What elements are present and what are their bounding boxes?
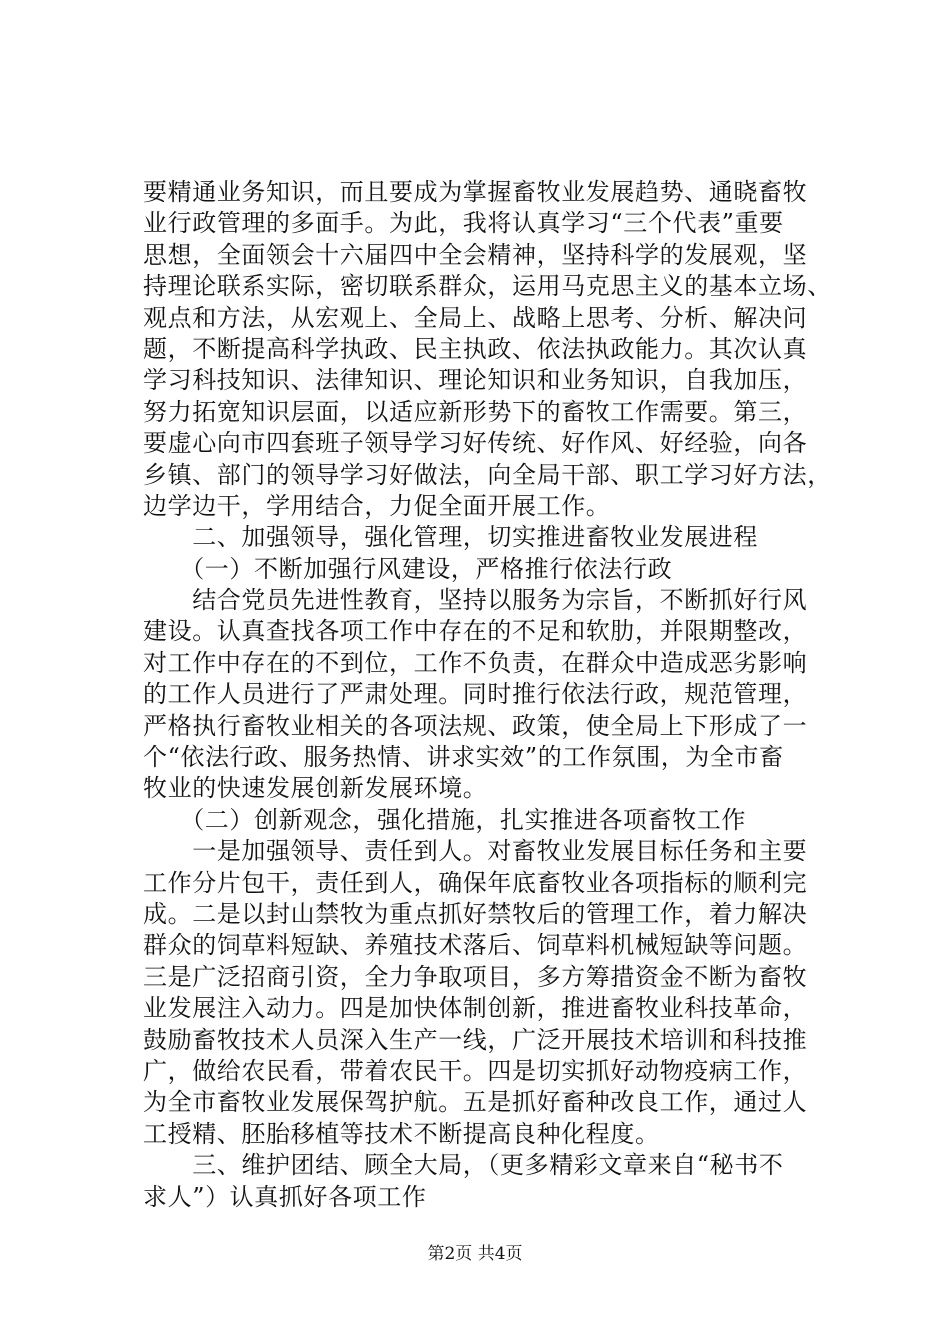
text-line: 观点和方法，从宏观上、全局上、战略上思考、分析、解决问 [143, 303, 808, 332]
text-line: 学习科技知识、法律知识、理论知识和业务知识，自我加压， [143, 366, 808, 395]
text-line: 二、加强领导，强化管理，切实推进畜牧业发展进程 [143, 523, 758, 552]
text-line: 严格执行畜牧业相关的各项法规、政策，使全局上下形成了一 [143, 711, 808, 740]
text-line: 建设。认真查找各项工作中存在的不足和软肋，并限期整改， [143, 617, 808, 646]
text-line: 题，不断提高科学执政、民主执政、依法执政能力。其次认真 [143, 334, 808, 363]
text-line: 求人”）认真抓好各项工作 [143, 1182, 427, 1211]
text-line: 结合党员先进性教育，坚持以服务为宗旨，不断抓好行风 [143, 586, 808, 615]
text-line: 对工作中存在的不到位，工作不负责，在群众中造成恶劣影响 [143, 648, 808, 677]
text-line: 牧业的快速发展创新发展环境。 [143, 774, 488, 803]
text-line: （二）创新观念，强化措施，扎实推进各项畜牧工作 [143, 805, 746, 834]
text-line: 成。二是以封山禁牧为重点抓好禁牧后的管理工作，着力解决 [143, 899, 808, 928]
body-text [143, 177, 843, 1213]
text-line: 的工作人员进行了严肃处理。同时推行依法行政，规范管理， [143, 680, 808, 709]
text-line: 群众的饲草料短缺、养殖技术落后、饲草料机械短缺等问题。 [143, 931, 808, 960]
text-line: 思想，全面领会十六届四中全会精神，坚持科学的发展观，坚 [143, 240, 808, 269]
text-line: 工授精、胚胎移植等技术不断提高良种化程度。 [143, 1119, 660, 1148]
text-line: 广，做给农民看，带着农民干。四是切实抓好动物疫病工作， [143, 1056, 808, 1085]
text-line: 业行政管理的多面手。为此，我将认真学习“三个代表”重要 [143, 209, 784, 238]
text-line: 乡镇、部门的领导学习好做法，向全局干部、职工学习好方法， [143, 460, 832, 489]
text-line: 个“依法行政、服务热情、讲求实效”的工作氛围，为全市畜 [143, 743, 784, 772]
text-line: 三、维护团结、顾全大局，（更多精彩文章来自“秘书不 [143, 1151, 784, 1180]
text-line: 一是加强领导、责任到人。对畜牧业发展目标任务和主要 [143, 837, 808, 866]
text-line: 要虚心向市四套班子领导学习好传统、好作风、好经验，向各 [143, 429, 808, 458]
text-line: 边学边干，学用结合，力促全面开展工作。 [143, 491, 611, 520]
text-line: （一）不断加强行风建设，严格推行依法行政 [143, 554, 673, 583]
text-line: 要精通业务知识，而且要成为掌握畜牧业发展趋势、通晓畜牧 [143, 178, 808, 206]
text-line: 鼓励畜牧技术人员深入生产一线，广泛开展技术培训和科技推 [143, 1025, 808, 1054]
text-line: 持理论联系实际，密切联系群众，运用马克思主义的基本立场、 [143, 272, 832, 301]
page-footer: 第2页 共4页 [427, 1244, 523, 1264]
text-line: 业发展注入动力。四是加快体制创新，推进畜牧业科技革命， [143, 994, 808, 1023]
text-line: 为全市畜牧业发展保驾护航。五是抓好畜种改良工作，通过人 [143, 1088, 808, 1117]
text-line: 工作分片包干，责任到人，确保年底畜牧业各项指标的顺利完 [143, 868, 808, 897]
text-line: 三是广泛招商引资，全力争取项目，多方筹措资金不断为畜牧 [143, 962, 808, 991]
text-line: 努力拓宽知识层面，以适应新形势下的畜牧工作需要。第三， [143, 397, 808, 426]
